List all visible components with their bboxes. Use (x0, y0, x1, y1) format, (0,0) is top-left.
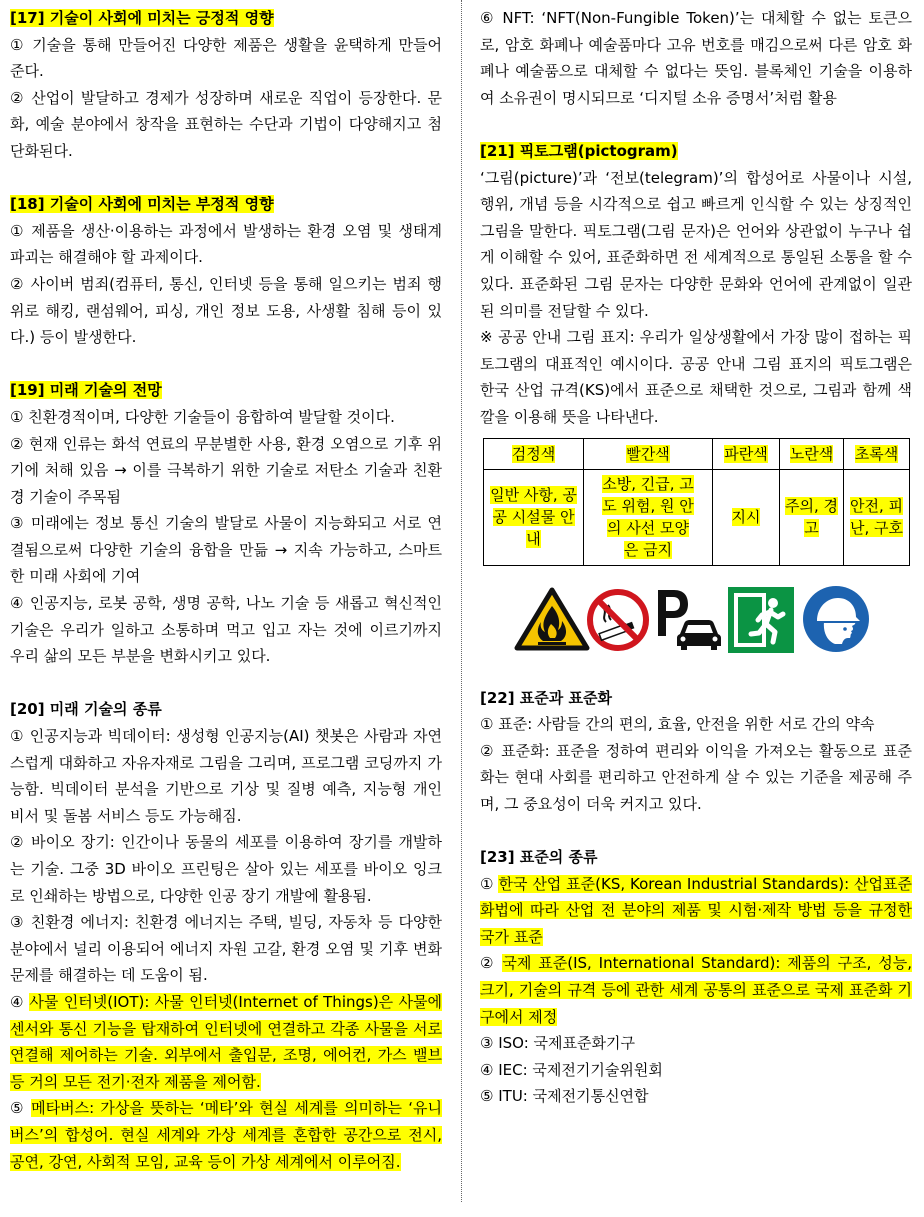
list-item (10, 909, 442, 989)
list-item (10, 218, 442, 271)
section-20-heading: [20] 미래 기술의 종류 (10, 700, 162, 719)
list-item (10, 1095, 442, 1175)
item-text: 현재 인류는 화석 연료의 무분별한 사용, 환경 오염으로 기후 위기에 처해 있음 → 이를 극복하기 위한 기술로 저탄소 기술과 친환경 기술이 주목됨 (10, 434, 442, 506)
item-text: 산업이 발달하고 경제가 성장하며 새로운 직업이 등장한다. 문화, 예술 분야에서 창작을 표현하는 수단과 기법이 다양해지고 첨단화된다. (10, 88, 442, 160)
item-text: ISO: 국제표준화기구 (498, 1034, 635, 1053)
section-17-heading (10, 5, 442, 32)
item-marker: ⑤ (480, 1087, 494, 1106)
section-22-heading: [22] 표준과 표준화 (480, 688, 612, 707)
item-marker: ⑥ (480, 9, 496, 27)
table-cell (780, 469, 844, 565)
list-item (10, 510, 442, 590)
table-cell (844, 469, 910, 565)
heading-text: [21] 픽토그램(pictogram) (480, 141, 678, 160)
item-text: 인공지능, 로봇 공학, 생명 공학, 나노 기술 등 새롭고 혁신적인 기술은 우리가 일하고 소통하며 먹고 입고 자는 것에 이르기까지 우리 삶의 모든 부분을 변화시키고 있다. (10, 594, 442, 666)
column-divider (461, 0, 462, 1202)
item-marker: ② (10, 88, 25, 107)
table-header-cell (780, 438, 844, 469)
list-item (10, 829, 442, 909)
list-item (10, 85, 442, 165)
table-header-row (484, 438, 910, 469)
heading-text: [19] 미래 기술의 전망 (10, 381, 162, 400)
heading-text: [18] 기술이 사회에 미치는 부정적 영향 (10, 195, 274, 214)
header-yellow: 노란색 (789, 444, 834, 463)
meaning-green: 안전, 피난, 구호 (849, 497, 903, 537)
item-marker: ⑤ (10, 1099, 25, 1118)
section-20 (10, 696, 442, 1175)
parking-icon (656, 588, 722, 652)
item-marker: ① (10, 407, 24, 426)
heading-text: [17] 기술이 사회에 미치는 긍정적 영향 (10, 9, 274, 27)
item-text-highlighted: 한국 산업 표준(KS, Korean Industrial Standards): 산업표준화법에 따라 산업 전 분야의 제품 및 시험·제작 방법 등을 규정한 국가 표준 (480, 874, 912, 946)
item-marker: ① (10, 221, 25, 240)
table-header-cell (713, 438, 780, 469)
item-text-highlighted: 사물 인터넷(IOT): 사물 인터넷(Internet of Things)은 사물에 센서와 통신 기능을 탑재하여 인터넷에 연결하고 각종 사물을 서로 연결해 제어하는 기술. 외부에서 출입문, 조명, 에어컨, 가스 밸브 등 거의 모든 전기·전자 제품을 제어함. (10, 992, 442, 1091)
public-sign-note: ※ 공공 안내 그림 표지: 우리가 일상생활에서 가장 많이 접하는 픽토그램의 대표적인 예시이다. 공공 안내 그림 표지의 픽토그램은 한국 산업 규격(KS)에서 표준으로 채택한 것으로, 그림과 함께 색깔을 이용해 뜻을 나타낸다. (480, 328, 912, 426)
section-19 (10, 377, 442, 670)
table-row (484, 469, 910, 565)
table-cell (484, 469, 584, 565)
section-21 (480, 138, 912, 654)
table-cell (713, 469, 780, 565)
section-17 (10, 5, 442, 165)
item-text: 미래에는 정보 통신 기술의 발달로 사물이 지능화되고 서로 연결됨으로써 다양한 기술의 융합을 만듦 → 지속 가능하고, 스마트한 미래 사회에 기여 (10, 514, 442, 586)
item-marker: ② (480, 954, 496, 973)
item-marker: ② (10, 274, 25, 293)
list-item (10, 32, 442, 85)
item-text: 사이버 범죄(컴퓨터, 통신, 인터넷 등을 통해 일으키는 범죄 행위로 해킹, 랜섬웨어, 피싱, 개인 정보 도용, 사생활 침해 등이 있다.) 등이 발생한다. (10, 274, 442, 347)
list-item (480, 5, 912, 111)
table-header-cell (584, 438, 713, 469)
fire-warning-icon (514, 586, 590, 652)
header-black: 검정색 (511, 444, 556, 463)
section-22 (480, 685, 912, 818)
list-item (480, 1083, 912, 1110)
item-marker: ① (10, 727, 25, 746)
item-text: 인공지능과 빅데이터: 생성형 인공지능(AI) 챗봇은 사람과 자연스럽게 대화하고 자유자재로 그림을 그리며, 프로그램 코딩까지 가능함. 빅데이터 분석을 기반으로 기상 및 질병 예측, 지능형 개인 비서 및 돌봄 서비스 등도 가능해짐. (10, 727, 442, 825)
section-21-heading (480, 138, 912, 165)
item-marker: ④ (10, 594, 25, 613)
list-item (480, 711, 912, 738)
list-item (480, 871, 912, 951)
no-smoking-icon (586, 588, 650, 652)
item-text-highlighted: 메타버스: 가상을 뜻하는 ‘메타’와 현실 세계를 의미하는 ‘유니버스’의 합성어. 현실 세계와 가상 세계를 혼합한 공간으로 전시, 공연, 강연, 사회적 모임, 교육 등이 가상 세계에서 이루어짐. (10, 1099, 442, 1171)
section-23-heading: [23] 표준의 종류 (480, 848, 598, 867)
header-red: 빨간색 (626, 444, 670, 463)
item-text: 바이오 장기: 인간이나 동물의 세포를 이용하여 장기를 개발하는 기술. 그중 3D 바이오 프린팅은 살아 있는 세포를 바이오 잉크로 인쇄하는 방법으로, 다양한 인공 장기 개발에 활용됨. (10, 833, 442, 905)
item-marker: ② (10, 833, 25, 852)
list-item (10, 404, 442, 431)
section-18-heading (10, 191, 442, 218)
list-item (10, 590, 442, 670)
header-green: 초록색 (854, 444, 899, 463)
item-marker: ② (480, 741, 495, 760)
list-item (10, 271, 442, 351)
list-item (10, 431, 442, 511)
pictogram-definition: ‘그림(picture)’과 ‘전보(telegram)’의 합성어로 사물이나 시설, 행위, 개념 등을 시각적으로 쉽고 빠르게 인식할 수 있는 상징적인 그림을 말한다. 픽토그램(그림 문자)은 언어와 상관없이 누구나 쉽게 이해할 수 있어, 표준화하면 전 세계적으로 통일된 소통을 할 수 있다. 표준화된 그림 문자는 다양한 문화와 언어에 관계없이 일관된 의미를 전달할 수 있다. (480, 168, 912, 320)
item-marker: ④ (480, 1060, 494, 1079)
meaning-red: 소방, 긴급, 고도 위험, 원 안의 사선 모양은 금지 (602, 475, 694, 559)
item-marker: ① (10, 35, 26, 54)
item-text: 기술을 통해 만들어진 다양한 제품은 생활을 윤택하게 만들어 준다. (10, 35, 442, 81)
item-text-highlighted: 국제 표준(IS, International Standard): 제품의 구조, 성능, 크기, 기술의 규격 등에 관한 세계 공통의 표준으로 국제 표준화 기구에서 제정 (480, 954, 912, 1026)
list-item (480, 1057, 912, 1084)
item-marker: ① (480, 874, 494, 893)
item-text: NFT: ‘NFT(Non-Fungible Token)’는 대체할 수 없는 토큰으로, 암호 화폐나 예술품마다 고유 번호를 매김으로써 다른 암호 화폐나 예술품으로 대체할 수 없다는 뜻임. 블록체인 기술을 이용하여 소유권이 명시되므로 ‘디지털 소유 증명서’처럼 활용 (480, 9, 912, 107)
sign-color-table (483, 438, 910, 566)
item-text: 친환경적이며, 다양한 기술들이 융합하여 발달할 것이다. (28, 407, 395, 426)
item-text: 표준화: 표준을 정하여 편리와 이익을 가져오는 활동으로 표준화는 현대 사회를 편리하고 안전하게 살 수 있는 기준을 제공해 주며, 그 중요성이 더욱 커지고 있다. (480, 741, 912, 813)
section-18 (10, 191, 442, 351)
item-marker: ③ (480, 1034, 494, 1053)
item-marker: ④ (10, 992, 25, 1011)
meaning-yellow: 주의, 경고 (784, 497, 838, 537)
item-text: 표준: 사람들 간의 편의, 효율, 안전을 위한 서로 간의 약속 (498, 715, 875, 734)
item-text: 제품을 생산·이용하는 과정에서 발생하는 환경 오염 및 생태계 파괴는 해결해야 할 과제이다. (10, 221, 442, 267)
item-marker: ③ (10, 913, 25, 932)
header-blue: 파란색 (724, 444, 768, 463)
item-text: 친환경 에너지: 친환경 에너지는 주택, 빌딩, 자동차 등 다양한 분야에서 널리 이용되어 에너지 자원 고갈, 환경 오염 및 기후 변화 문제를 해결하는 데 도움이 됨. (10, 913, 442, 985)
section-19-heading (10, 377, 442, 404)
right-column (480, 5, 912, 1110)
list-item (480, 738, 912, 818)
head-protection-icon (802, 585, 870, 653)
list-item (480, 1030, 912, 1057)
list-item (10, 989, 442, 1095)
pictogram-examples (480, 584, 912, 654)
item-marker: ① (480, 715, 494, 734)
left-column (10, 5, 442, 1175)
emergency-exit-icon (728, 587, 794, 653)
list-item (10, 723, 442, 829)
table-cell (584, 469, 713, 565)
meaning-black: 일반 사항, 공공 시설물 안내 (490, 486, 577, 548)
list-item (480, 950, 912, 1030)
item-text: IEC: 국제전기기술위원회 (498, 1060, 663, 1079)
table-header-cell (484, 438, 584, 469)
table-header-cell (844, 438, 910, 469)
section-23 (480, 844, 912, 1110)
item-marker: ③ (10, 514, 25, 533)
item-text: ITU: 국제전기통신연합 (498, 1087, 649, 1106)
meaning-blue: 지시 (731, 508, 761, 526)
item-marker: ② (10, 434, 24, 453)
